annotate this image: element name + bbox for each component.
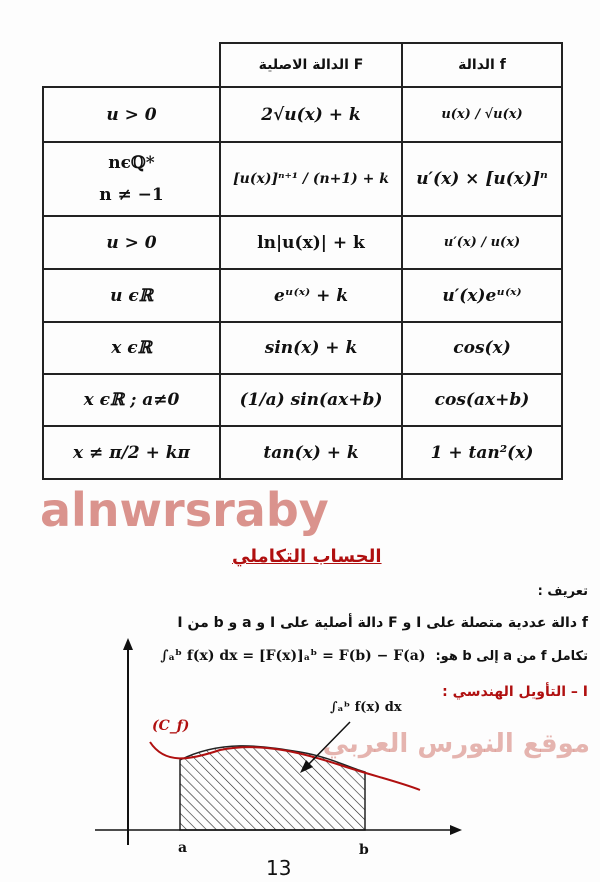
integral-formula: ∫ₐᵇ f(x) dx = [F(x)]ₐᵇ = F(b) − F(a) — [160, 648, 426, 664]
antiderivative: [u(x)]ⁿ⁺¹ / (n+1) + k — [220, 142, 402, 216]
antiderivative: ln|u(x)| + k — [220, 216, 402, 269]
function: u′(x)eᵘ⁽ˣ⁾ — [402, 269, 562, 322]
antiderivative: eᵘ⁽ˣ⁾ + k — [220, 269, 402, 322]
watermark: alnwrsraby — [40, 483, 329, 537]
geometric-heading: I – التأويل الهندسي : — [442, 684, 588, 700]
condition: x ϵℝ ; a≠0 — [43, 374, 220, 426]
area-label: ∫ₐᵇ f(x) dx — [330, 700, 402, 715]
axis-label-b: b — [359, 842, 369, 858]
antiderivative: 2√u(x) + k — [220, 87, 402, 142]
header-f: الدالة f — [402, 43, 562, 87]
antiderivative: tan(x) + k — [220, 426, 402, 479]
axis-label-a: a — [178, 840, 188, 856]
condition: u > 0 — [43, 216, 220, 269]
definition-line2: تكامل f من a إلى b هو: — [435, 648, 588, 664]
condition: x ϵℝ — [43, 322, 220, 374]
condition-line2: n ≠ −1 — [99, 185, 164, 205]
condition: u ϵℝ — [43, 269, 220, 322]
function: u′(x) × [u(x)]ⁿ — [402, 142, 562, 216]
function: u(x) / √u(x) — [402, 87, 562, 142]
condition: x ≠ π/2 + kπ — [43, 426, 220, 479]
function: u′(x) / u(x) — [402, 216, 562, 269]
condition: u > 0 — [43, 87, 220, 142]
antiderivative: sin(x) + k — [220, 322, 402, 374]
condition-line1: nϵℚ* — [108, 153, 155, 173]
function: cos(x) — [402, 322, 562, 374]
page-number: 13 — [266, 856, 292, 880]
section-title: الحساب التكاملي — [232, 546, 382, 567]
curve-label: (C_f) — [152, 718, 190, 734]
definition-line1: f دالة عددية متصلة على I و F دالة أصلية على I و a و b من I — [177, 615, 588, 631]
y-arrow-icon — [123, 638, 133, 650]
definition-label: تعريف : — [537, 584, 588, 599]
function: cos(ax+b) — [402, 374, 562, 426]
antiderivative: (1/a) sin(ax+b) — [220, 374, 402, 426]
header-F: الدالة الاصلية F — [220, 43, 402, 87]
x-arrow-icon — [450, 825, 462, 835]
watermark-arabic: موقع النورس العربي — [322, 729, 590, 759]
function: 1 + tan²(x) — [402, 426, 562, 479]
